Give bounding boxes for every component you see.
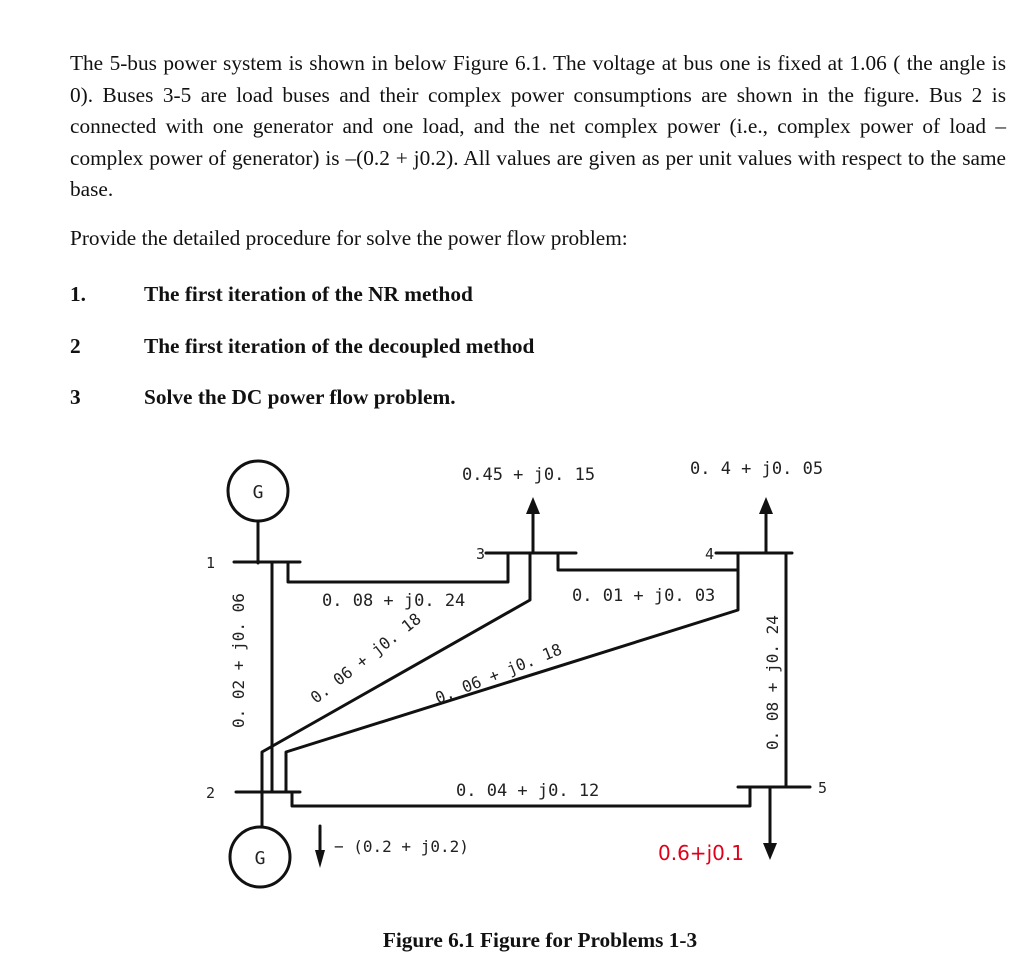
task-prompt: Provide the detailed procedure for solve the power flow problem: <box>70 226 628 250</box>
task-item-number: 2 <box>70 334 81 358</box>
bus-3-label: 3 <box>476 545 486 563</box>
bus-4-load-label: 0. 4 + j0. 05 <box>690 459 824 479</box>
bus-4-arrowhead <box>759 497 773 514</box>
problem-statement: The 5-bus power system is shown in below Figure 6.1. The voltage at bus one is fixed at 1.06 ( the angle is 0). Buses 3-5 are load buses and their complex power consumptions are shown in the figure. Bus 2 is connected with one generator and one load, and the net complex power (i.e., complex power of load – complex power of generator) is –(0.2 + j0.2). All values are given as per unit values with respect to the same base. <box>70 51 1006 202</box>
task-item-number: 1. <box>70 282 86 306</box>
bus-1-label: 1 <box>206 554 216 572</box>
bus-2-arrowhead <box>315 850 325 868</box>
bus-5-arrowhead <box>763 843 777 860</box>
task-item-number: 3 <box>70 385 81 409</box>
line-2-3-label: 0. 06 + j0. 18 <box>306 609 425 708</box>
bus-3-load-label: 0.45 + j0. 15 <box>462 465 596 485</box>
generator-2-label: G <box>254 848 266 869</box>
line-1-3 <box>288 553 508 582</box>
line-2-4-label: 0. 06 + j0. 18 <box>432 639 565 708</box>
bus-2-load-label: − (0.2 + j0.2) <box>334 837 469 856</box>
bus-5-load-label: 0.6+j0.1 <box>658 841 744 865</box>
bus-4-label: 4 <box>705 545 715 563</box>
bus-3-arrowhead <box>526 497 540 514</box>
task-item-text: The first iteration of the decoupled method <box>144 334 535 358</box>
line-1-3-label: 0. 08 + j0. 24 <box>322 591 466 611</box>
task-item-text: The first iteration of the NR method <box>144 282 473 306</box>
line-3-4-label: 0. 01 + j0. 03 <box>572 586 716 606</box>
bus-2-label: 2 <box>206 784 216 802</box>
figure-caption: Figure 6.1 Figure for Problems 1-3 <box>382 928 698 952</box>
bus-5-label: 5 <box>818 779 828 797</box>
task-item-text: Solve the DC power flow problem. <box>144 385 456 409</box>
line-1-2-label: 0. 02 + j0. 06 <box>229 593 248 728</box>
generator-1-label: G <box>252 482 264 503</box>
line-4-5-label: 0. 08 + j0. 24 <box>763 615 782 750</box>
line-2-5-label: 0. 04 + j0. 12 <box>456 781 600 801</box>
